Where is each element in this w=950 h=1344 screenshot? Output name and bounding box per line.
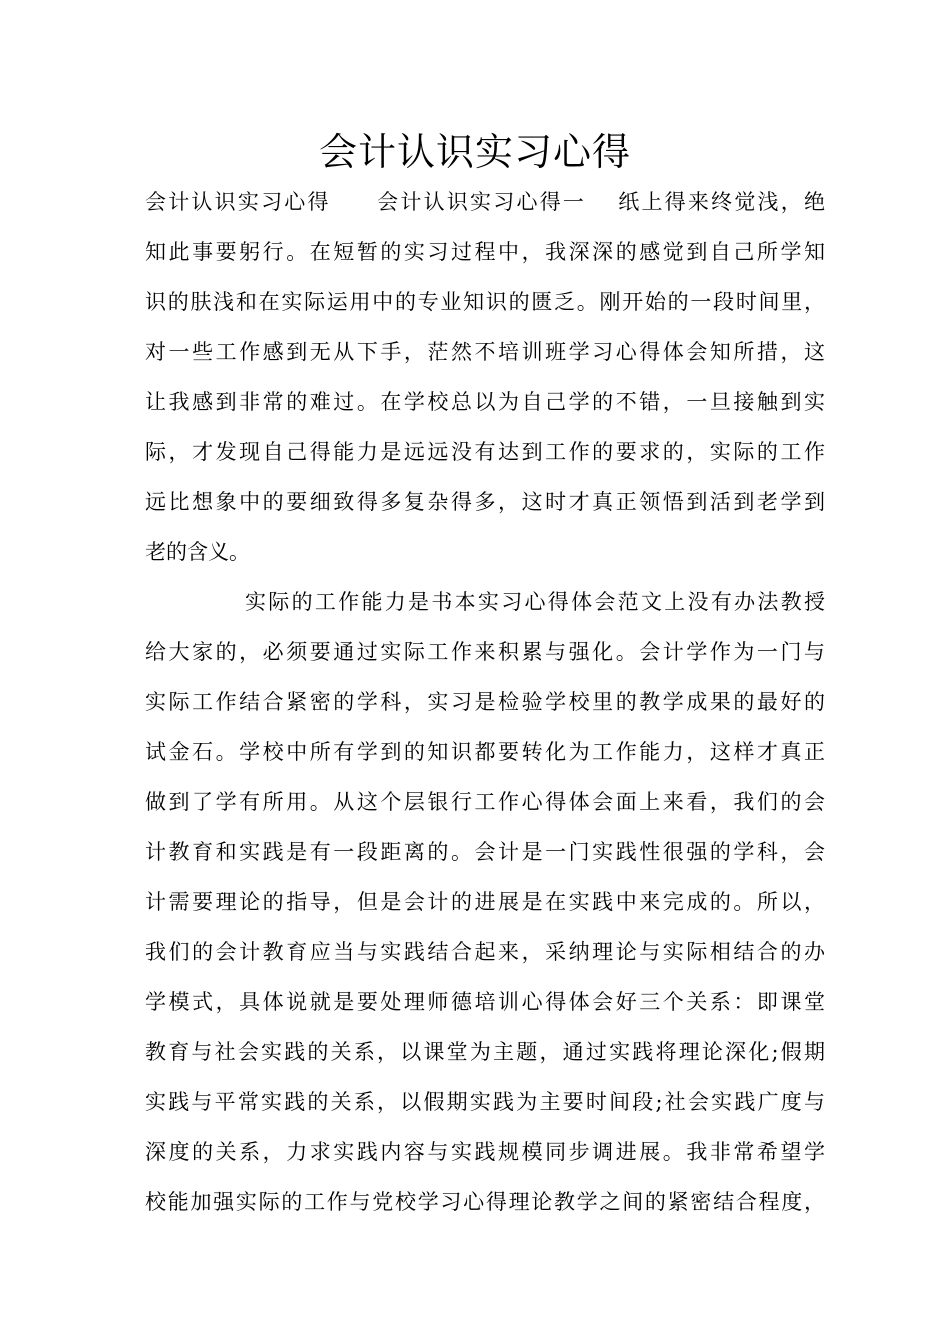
text-line: 对一些工作感到无从下手，茫然不培训班学习心得体会知所措，这 — [145, 340, 825, 364]
text-line: 知此事要躬行。在短暂的实习过程中，我深深的感觉到自己所学知 — [145, 240, 825, 264]
text-line: 远比想象中的要细致得多复杂得多，这时才真正领悟到活到老学到 — [145, 490, 825, 514]
text-line: 教育与社会实践的关系，以课堂为主题，通过实践将理论深化;假期 — [145, 1040, 825, 1064]
text-line: 试金石。学校中所有学到的知识都要转化为工作能力，这样才真正 — [145, 740, 825, 764]
text-line: 计需要理论的指导，但是会计的进展是在实践中来完成的。所以， — [145, 890, 825, 914]
text-line: 做到了学有所用。从这个层银行工作心得体会面上来看，我们的会 — [145, 790, 825, 814]
text-line: 计教育和实践是有一段距离的。会计是一门实践性很强的学科，会 — [145, 840, 825, 864]
document-body — [145, 177, 825, 1227]
text-line: 识的肤浅和在实际运用中的专业知识的匮乏。刚开始的一段时间里， — [145, 290, 825, 314]
text-line: 让我感到非常的难过。在学校总以为自己学的不错，一旦接触到实 — [145, 390, 825, 414]
text-line: 实际工作结合紧密的学科，实习是检验学校里的教学成果的最好的 — [145, 690, 825, 714]
text-line: 际，才发现自己得能力是远远没有达到工作的要求的，实际的工作 — [145, 440, 825, 464]
text-line: 老的含义。 — [145, 540, 250, 564]
text-line: 学模式，具体说就是要处理师德培训心得体会好三个关系：即课堂 — [145, 990, 825, 1014]
text-line: 会计认识实习心得 会计认识实习心得一 纸上得来终觉浅，绝 — [145, 190, 825, 214]
text-line: 给大家的，必须要通过实际工作来积累与强化。会计学作为一门与 — [145, 640, 825, 664]
text-line: 实际的工作能力是书本实习心得体会范文上没有办法教授 — [245, 590, 825, 614]
text-line: 我们的会计教育应当与实践结合起来，采纳理论与实际相结合的办 — [145, 940, 825, 964]
text-line: 实践与平常实践的关系，以假期实践为主要时间段;社会实践广度与 — [145, 1090, 825, 1114]
text-line: 校能加强实际的工作与党校学习心得理论教学之间的紧密结合程度， — [145, 1190, 825, 1214]
document-title: 会计认识实习心得 — [318, 130, 631, 174]
text-line: 深度的关系，力求实践内容与实践规模同步调进展。我非常希望学 — [145, 1140, 825, 1164]
